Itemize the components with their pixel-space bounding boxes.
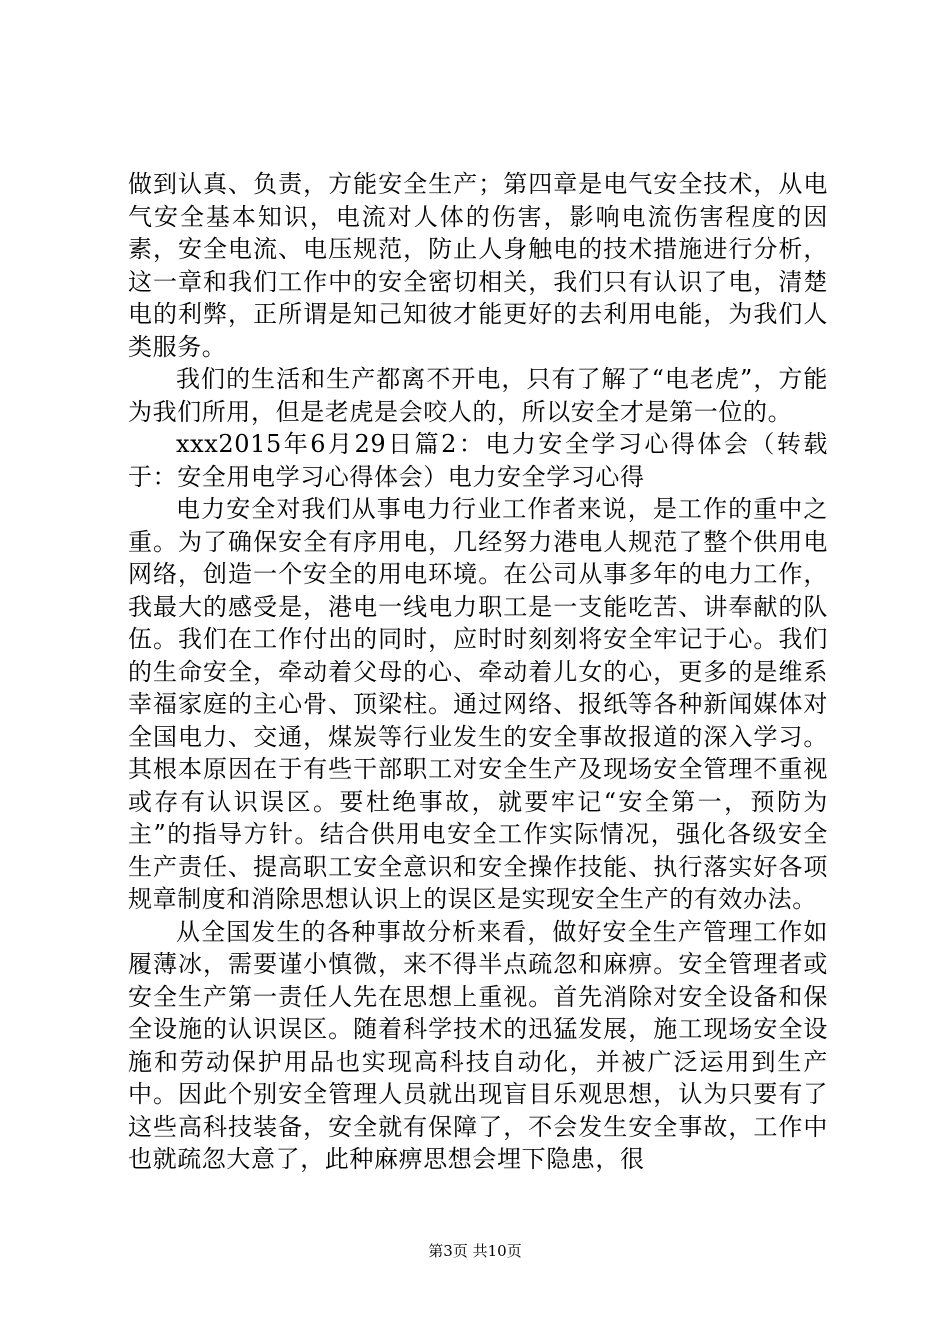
paragraph-continued: 做到认真、负责，方能安全生产；第四章是电气安全技术，从电气安全基本知识，电流对人体的伤害，影响电流伤害程度的因素，安全电流、电压规范，防止人身触电的技术措施进行分析，这一章和我们工作中的安全密切相关，我们只有认识了电，清楚电的利弊，正所谓是知己知彼才能更好的去利用电能，为我们人类服务。 [128, 170, 828, 361]
document-body [128, 168, 828, 1176]
paragraph: 电力安全对我们从事电力行业工作者来说，是工作的重中之重。为了确保安全有序用电，几经努力港电人规范了整个供用电网络，创造一个安全的用电环境。在公司从事多年的电力工作，我最大的感受是，港电一线电力职工是一支能吃苦、讲奉献的队伍。我们在工作付出的同时，应时时刻刻将安全牢记于心。我们的生命安全，牵动着父母的心、牵动着儿女的心，更多的是维系幸福家庭的主心骨、顶梁柱。通过网络、报纸等各种新闻媒体对全国电力、交通，煤炭等行业发生的安全事故报道的深入学习。其根本原因在于有些干部职工对安全生产及现场安全管理不重视或存有认识误区。要杜绝事故，就要牢记“安全第一，预防为主”的指导方针。结合供用电安全工作实际情况，强化各级安全生产责任、提高职工安全意识和安全操作技能、执行落实好各项规章制度和消除思想认识上的误区是实现安全生产的有效办法。 [128, 495, 828, 913]
paragraph: 从全国发生的各种事故分析来看，做好安全生产管理工作如履薄冰，需要谨小慎微，来不得半点疏忽和麻痹。安全管理者或安全生产第一责任人先在思想上重视。首先消除对安全设备和保全设施的认识误区。随着科学技术的迅猛发展，施工现场安全设施和劳动保护用品也实现高科技自动化，并被广泛运用到生产中。因此个别安全管理人员就出现盲目乐观思想，认为只要有了这些高科技装备，安全就有保障了，不会发生安全事故，工作中也就疏忽大意了，此种麻痹思想会埋下隐患，很 [128, 917, 828, 1173]
paragraph: 我们的生活和生产都离不开电，只有了解了“电老虎”，方能为我们所用，但是老虎是会咬人的，所以安全才是第一位的。 [128, 365, 828, 426]
paragraph-article-heading: xxx2015年6月29日篇2：电力安全学习心得体会（转载于：安全用电学习心得体会）电力安全学习心得 [128, 430, 828, 491]
page-number-footer: 第3页 共10页 [428, 1242, 522, 1260]
